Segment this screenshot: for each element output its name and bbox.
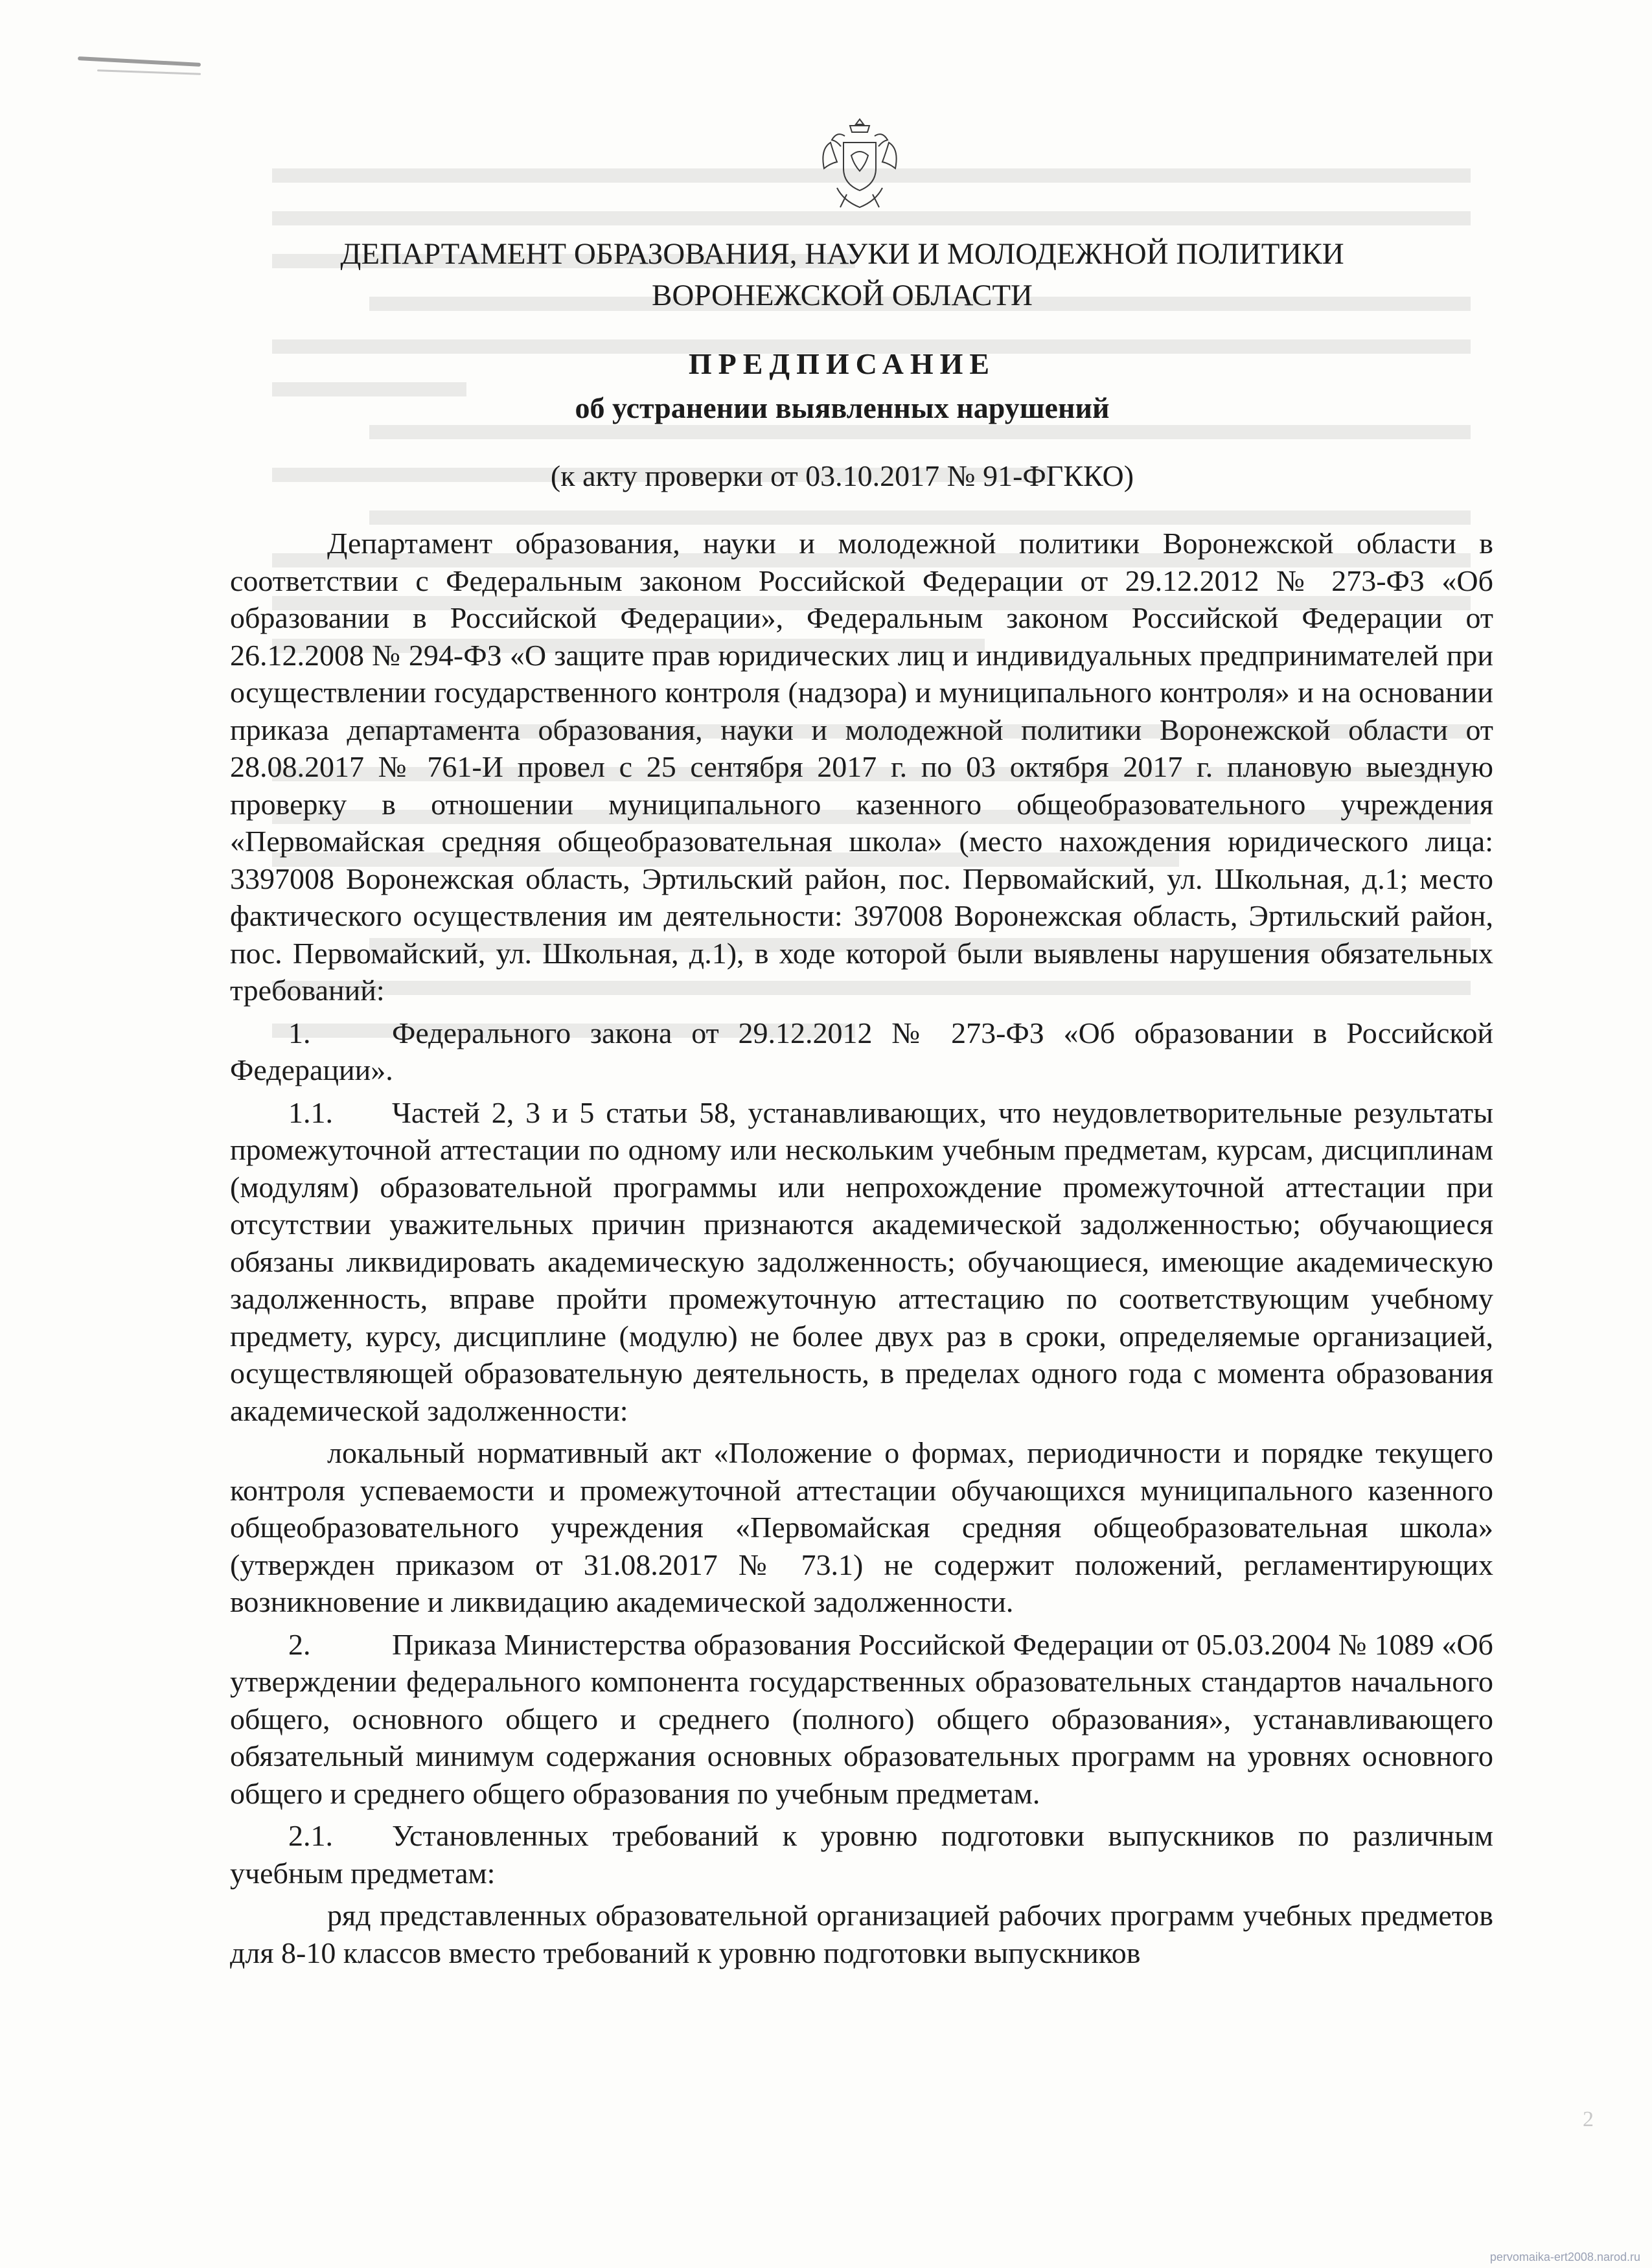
header-line-2: ВОРОНЕЖСКОЙ ОБЛАСТИ: [652, 279, 1033, 312]
item-2-number: 2.: [288, 1627, 311, 1661]
coat-of-arms-icon: [818, 117, 902, 214]
document-subtitle: об устранении выявленных нарушений: [575, 391, 1110, 424]
item-1-1: [230, 1094, 1493, 1430]
last-paragraph: ряд представленных образовательной организацией рабочих программ учебных предметов для 8-10 классов вместо требований к уровню подготовки выпускников: [230, 1899, 1493, 1969]
local-act-paragraph: локальный нормативный акт «Положение о формах, периодичности и порядке текущего контроля успеваемости и промежуточной аттестации обучающихся муниципального казенного общеобразовательного учреждения «Первомайская средняя общеобразовательная школа» (утвержден приказом от 31.08.2017 № 73.1) не содержит положений, регламентирующих возникновение и ликвидацию академической задолженности.: [230, 1436, 1493, 1618]
header-line-1: ДЕПАРТАМЕНТ ОБРАЗОВАНИЯ, НАУКИ И МОЛОДЕЖНОЙ ПОЛИТИКИ: [340, 237, 1344, 271]
item-2-text: Приказа Министерства образования Российской Федерации от 05.03.2004 № 1089 «Об утверждении федерального компонента государственных образовательных стандартов начального общего, основного общего и среднего (полного) общего образования», устанавливающего обязательный минимум содержания основных образовательных программ на уровнях основного общего и среднего общего образования по учебным предметам.: [230, 1627, 1493, 1810]
department-header: [194, 233, 1490, 316]
item-1: [230, 1014, 1493, 1089]
page-corner-number: 2: [1583, 2107, 1594, 2131]
item-1-number: 1.: [288, 1016, 311, 1049]
item-1-text: Федерального закона от 29.12.2012 № 273-ФЗ «Об образовании в Российской Федерации».: [230, 1016, 1493, 1086]
intro-paragraph: Департамент образования, науки и молодежной политики Воронежской области в соответствии с Федеральным законом Российской Федерации от 29.12.2012 № 273-ФЗ «Об образовании в Российской Федерации», Федеральным законом Российской Федерации от 26.12.2008 № 294-ФЗ «О защите прав юридических лиц и индивидуальных предпринимателей при осуществлении государственного контроля (надзора) и муниципального контроля» и на основании приказа департамента образования, науки и молодежной политики Воронежской области от 28.08.2017 № 761-И провел с 25 сентября 2017 г. по 03 октября 2017 г. плановую выездную проверку в отношении муниципального казенного общеобразовательного учреждения «Первомайская средняя общеобразовательная школа» (место нахождения юридического лица: 3397008 Воронежская область, Эртильский район, пос. Первомайский, ул. Школьная, д.1; место фактического осуществления им деятельности: 397008 Воронежская область, Эртильский район, пос. Первомайский, ул. Школьная, д.1), в ходе которой были выявлены нарушения обязательных требований:: [230, 527, 1493, 1007]
act-reference: (к акту проверки от 03.10.2017 № 91-ФГККО): [550, 459, 1134, 492]
site-watermark: pervomaika-ert2008.narod.ru: [1489, 2251, 1640, 2263]
document-title: ПРЕДПИСАНИЕ: [688, 347, 996, 380]
item-1-1-text: Частей 2, 3 и 5 статьи 58, устанавливающих, что неудовлетворительные результаты промежуточной аттестации по одному или нескольким учебным предметам, курсам, дисциплинам (модулям) образовательной программы или непрохождение промежуточной аттестации при отсутствии уважительных причин признаются академической задолженностью; обучающиеся обязаны ликвидировать академическую задолженность; обучающиеся, имеющие академическую задолженность, вправе пройти промежуточную аттестацию по соответствующим учебному предмету, курсу, дисциплине (модулю) не более двух раз в сроки, определяемые организацией, осуществляющей образовательную деятельность, в пределах одного года с момента образования академической задолженности:: [230, 1095, 1493, 1427]
staple-shadow: [97, 69, 201, 75]
document-body: [230, 525, 1493, 1976]
item-1-1-number: 1.1.: [288, 1095, 333, 1129]
item-2-1-text: Установленных требований к уровню подготовки выпускников по различным учебным предметам:: [230, 1819, 1493, 1890]
item-2-1-number: 2.1.: [288, 1819, 333, 1852]
item-2-1: [230, 1817, 1493, 1892]
item-2: [230, 1626, 1493, 1813]
staple-mark: [78, 56, 201, 67]
